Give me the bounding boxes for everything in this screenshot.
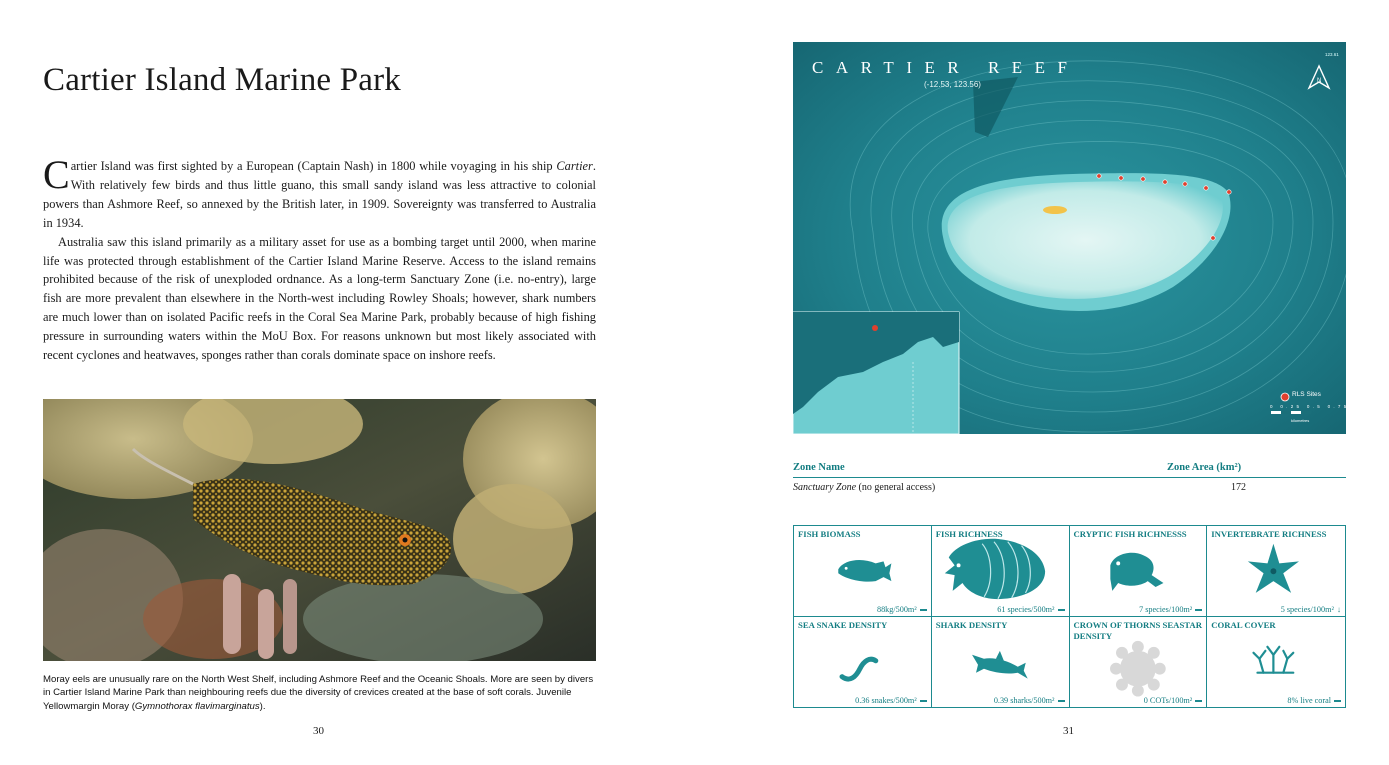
page-number-left: 30 xyxy=(313,725,324,737)
zone-name-cell xyxy=(793,482,935,493)
metric-title: FISH BIOMASS xyxy=(798,529,861,539)
metrics-grid xyxy=(793,525,1346,708)
map-title: CARTIER REEF xyxy=(812,58,1080,77)
metric-value xyxy=(1287,696,1341,705)
crown-of-thorns-icon xyxy=(1070,617,1207,708)
legend-rls-marker xyxy=(1281,393,1289,401)
body-text xyxy=(43,152,596,365)
scale-unit: kilometres xyxy=(1291,418,1310,423)
paragraph-1-end: . With relatively few birds and thus little guano, this small sandy island was less attractive to colonial powers than Ashmore Reef, so annexed by the British later, in 1909. Sovereignty was transferred to Australia in 1934. xyxy=(43,159,596,230)
zone-table-row xyxy=(793,482,1346,498)
metric-value xyxy=(997,605,1064,614)
scale-bar xyxy=(1271,411,1311,414)
metric-cryptic-fish-richness xyxy=(1070,526,1208,617)
metric-value xyxy=(1139,605,1202,614)
photo-caption xyxy=(43,673,598,713)
paragraph-1-text: artier Island was first sighted by a European (Captain Nash) in 1800 while voyaging in his ship xyxy=(70,159,557,173)
trend-bar-icon xyxy=(1058,609,1065,611)
drop-cap: C xyxy=(43,152,70,197)
paragraph-2: Australia saw this island primarily as a military asset for use as a bombing target until 2000, when marine life was protected through establishment of the Cartier Island Marine Reserve. Access to the island remains prohibited because of the risk of unexploded ordnance. As a long-term Sanctuary Zone (i.e. no-entry), large fish are more prevalent than elsewhere in the North-west including Rowley Shoals; however, shark numbers are much lower than on isolated Pacific reefs in the Coral Sea Marine Park, probably because of high fishing pressure in surrounding waters within the MoU Box. For reasons unknown but most likely associated with recent cyclones and heatwaves, sponges rather than corals dominate space on inshore reefs. xyxy=(43,234,596,363)
zone-name-italic: Sanctuary Zone xyxy=(793,482,857,493)
butterflyfish-icon xyxy=(932,526,1069,616)
metric-value xyxy=(994,696,1065,705)
zone-area-header: Zone Area (km²) xyxy=(1167,462,1242,473)
page-number-right: 31 xyxy=(1063,725,1074,737)
metric-shark-density xyxy=(932,617,1070,708)
reef-map xyxy=(793,42,1346,434)
metric-title: INVERTEBRATE RICHNESS xyxy=(1211,529,1327,539)
cryptic-fish-icon xyxy=(1070,526,1207,616)
map-coordinates: (-12.53, 123.56) xyxy=(924,80,981,89)
metric-sea-snake-density xyxy=(794,617,932,708)
metric-value-text: 0.36 snakes/500m² xyxy=(855,696,917,705)
scale-ticks: 0 0.25 0.5 0.75 1.0 xyxy=(1270,404,1371,409)
zone-table-header xyxy=(793,462,1346,478)
north-label: N xyxy=(1317,78,1322,84)
metric-title: CROWN OF THORNS SEASTAR DENSITY xyxy=(1073,619,1202,641)
metric-value xyxy=(855,696,927,705)
metric-title: CORAL COVER xyxy=(1211,619,1276,630)
zone-table xyxy=(793,462,1346,498)
metric-coral-cover xyxy=(1207,617,1345,708)
metric-value xyxy=(1144,696,1203,705)
moray-eel-photo xyxy=(43,399,596,661)
metric-value-text: 8% live coral xyxy=(1287,696,1331,705)
metric-invertebrate-richness xyxy=(1207,526,1345,617)
metric-value-text: 88kg/500m² xyxy=(876,604,917,614)
metric-title: FISH RICHNESS xyxy=(935,529,1003,539)
metric-value-text: 0 COTs/100m² xyxy=(1143,696,1193,705)
ship-name: Cartier xyxy=(556,159,593,173)
trend-bar-icon xyxy=(920,609,927,611)
grouper-fish-icon xyxy=(794,526,931,616)
zone-name-rest: (no general access) xyxy=(856,482,936,493)
zone-area-cell: 172 xyxy=(1231,482,1246,493)
metric-value xyxy=(1281,605,1341,614)
trend-bar-icon xyxy=(1195,609,1202,611)
metric-value-text: 61 species/500m² xyxy=(997,604,1055,614)
metric-fish-richness xyxy=(932,526,1070,617)
caption-text: Moray eels are unusually rare on the North West Shelf, including Ashmore Reef and the Oceanic Shoals. More are seen by divers in Cartier Island Marine Park than neighbouring reefs due the diversity of crevices created at the base of soft corals. Juvenile Yellowmargin Moray ( xyxy=(43,674,594,712)
trend-bar-icon xyxy=(920,700,927,702)
legend-label: RLS Sites xyxy=(1292,391,1321,398)
metric-value-text: 7 species/100m² xyxy=(1139,604,1193,614)
page-title: Cartier Island Marine Park xyxy=(43,62,402,98)
paragraph-1 xyxy=(43,152,596,233)
sea-snake-icon xyxy=(794,617,931,708)
map-corner-label: 123.61 xyxy=(1325,52,1339,57)
metric-value-text: 5 species/100m² xyxy=(1280,604,1334,614)
trend-bar-icon xyxy=(1058,700,1065,702)
zone-name-header: Zone Name xyxy=(793,462,845,473)
metric-title: SHARK DENSITY xyxy=(935,619,1008,630)
trend-down-arrow-icon: ↓ xyxy=(1336,604,1341,614)
metric-title: CRYPTIC FISH RICHNESSS xyxy=(1073,529,1187,539)
metric-value-text: 0.39 sharks/500m² xyxy=(993,696,1055,705)
metric-title: SEA SNAKE DENSITY xyxy=(798,619,888,630)
caption-end: ). xyxy=(259,700,266,712)
metric-fish-biomass xyxy=(794,526,932,617)
metric-crown-of-thorns-density xyxy=(1070,617,1208,708)
shark-icon xyxy=(932,617,1069,708)
trend-bar-icon xyxy=(1334,700,1341,702)
metric-value xyxy=(877,605,927,614)
seastar-icon xyxy=(1207,526,1345,616)
inset-locator-map xyxy=(793,312,959,434)
trend-bar-icon xyxy=(1195,700,1202,702)
coral-icon xyxy=(1207,617,1345,708)
species-name: Gymnothorax flavimarginatus xyxy=(134,700,260,712)
